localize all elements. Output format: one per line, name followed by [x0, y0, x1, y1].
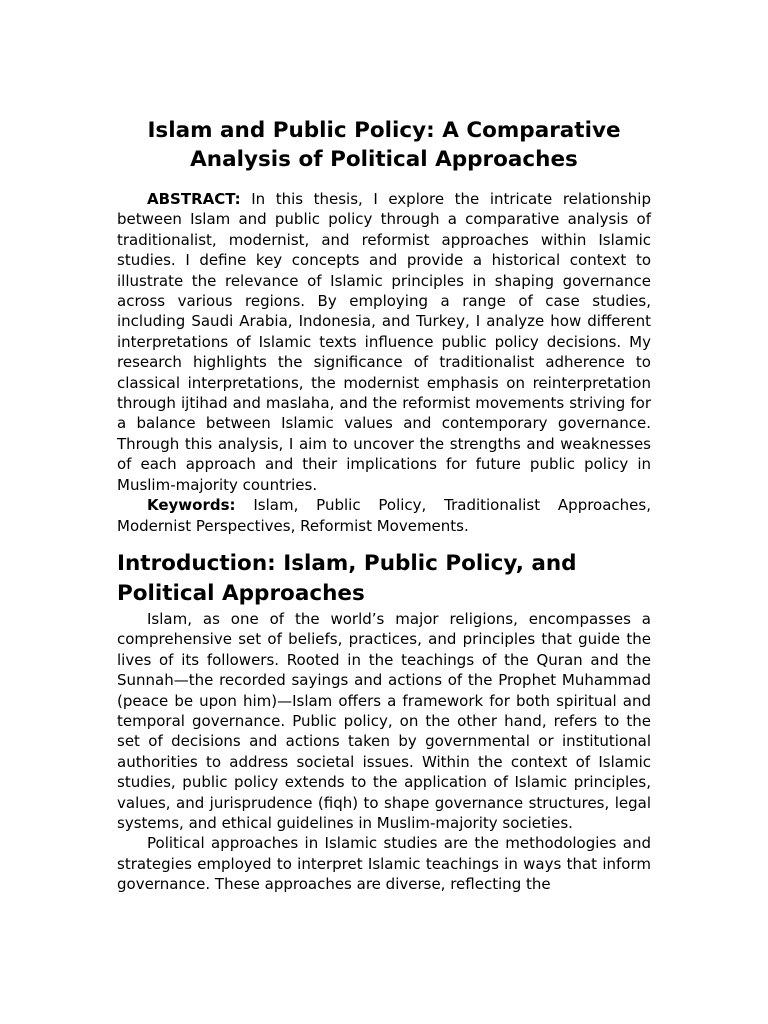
abstract-label: ABSTRACT:: [147, 190, 241, 208]
keywords-label: Keywords:: [147, 496, 236, 515]
abstract-text: In this thesis, I explore the intricate relationship between Islam and public policy through a comparative analysis of traditionalist, modernist, and reformist approaches within Islamic studies. I define key concepts and provide a historical context to illustrate the relevance of Islamic principles in shaping governance across various regions. By employing a range of case studies, including Saudi Arabia, Indonesia, and Turkey, I analyze how different interpretations of Islamic texts influence public policy decisions. My research highlights the significance of traditionalist adherence to classical interpretations, the modernist emphasis on reinterpretation through ijtihad and maslaha, and the reformist movements striving for a balance between Islamic values and contemporary governance. Through this analysis, I aim to uncover the strengths and weaknesses of each approach and their implications for future public policy in Muslim-majority countries.: [117, 190, 651, 494]
keywords-paragraph: [117, 495, 651, 536]
intro-paragraph-2: Political approaches in Islamic studies are the methodologies and strategies employed to interpret Islamic teachings in ways that inform governance. These approaches are diverse, reflecting the: [117, 834, 651, 894]
section-heading: Introduction: Islam, Public Policy, and Political Approaches: [117, 550, 577, 606]
abstract-paragraph: [117, 189, 651, 495]
document-title: Islam and Public Policy: A Comparative Analysis of Political Approaches: [147, 118, 621, 172]
intro-paragraph-1: Islam, as one of the world’s major religions, encompasses a comprehensive set of beliefs, practices, and principles that guide the lives of its followers. Rooted in the teachings of the Quran and the Sunnah—the recorded sayings and actions of the Prophet Muhammad (peace be upon him)—Islam offers a framework for both spiritual and temporal governance. Public policy, on the other hand, refers to the set of decisions and actions taken by governmental or institutional authorities to address societal issues. Within the context of Islamic studies, public policy extends to the application of Islamic principles, values, and jurisprudence (fiqh) to shape governance structures, legal systems, and ethical guidelines in Muslim-majority societies.: [117, 609, 651, 832]
page-content: [117, 116, 651, 895]
keywords-text: Islam, Public Policy, Traditionalist Approaches, Modernist Perspectives, Reformist Movements.: [117, 496, 651, 535]
